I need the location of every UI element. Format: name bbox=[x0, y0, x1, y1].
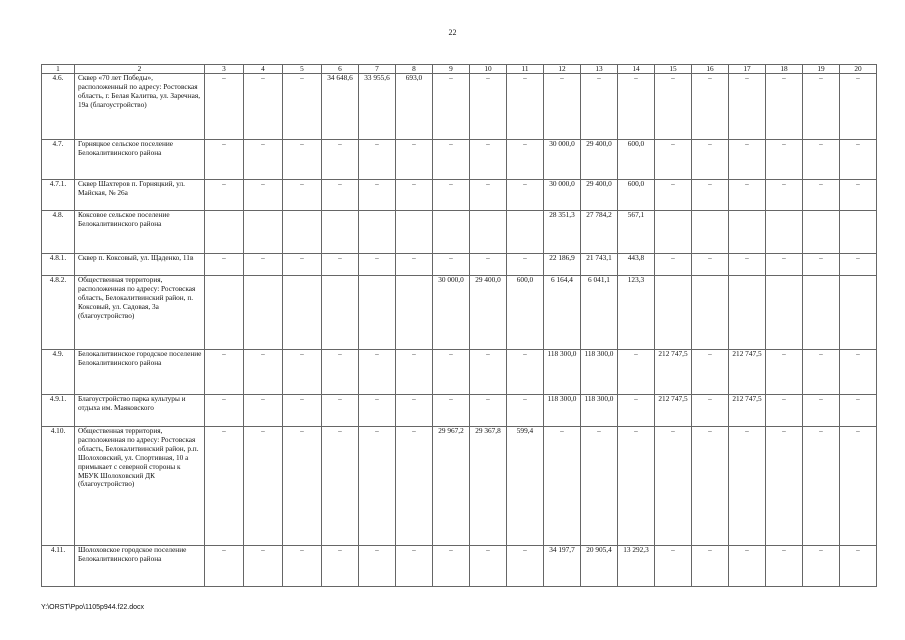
value-cell: – bbox=[803, 180, 840, 211]
value-cell: – bbox=[803, 427, 840, 546]
value-cell: 20 905,4 bbox=[581, 546, 618, 587]
column-header: 4 bbox=[244, 65, 283, 74]
value-cell: – bbox=[433, 395, 470, 427]
value-cell: – bbox=[244, 350, 283, 395]
value-cell bbox=[322, 211, 359, 254]
value-cell: 600,0 bbox=[618, 180, 655, 211]
value-cell bbox=[766, 276, 803, 350]
value-cell: 693,0 bbox=[396, 74, 433, 140]
value-cell: – bbox=[470, 254, 507, 276]
value-cell bbox=[205, 211, 244, 254]
value-cell: 27 784,2 bbox=[581, 211, 618, 254]
value-cell: 30 000,0 bbox=[544, 140, 581, 180]
column-header: 10 bbox=[470, 65, 507, 74]
value-cell: – bbox=[283, 395, 322, 427]
value-cell: – bbox=[205, 546, 244, 587]
row-number-cell: 4.8. bbox=[42, 211, 75, 254]
value-cell: – bbox=[729, 140, 766, 180]
value-cell: – bbox=[803, 546, 840, 587]
file-path-footer: Y:\ORST\Ppo\1105p944.f22.docx bbox=[41, 604, 144, 611]
value-cell: – bbox=[359, 254, 396, 276]
value-cell: – bbox=[283, 546, 322, 587]
table-row bbox=[42, 427, 877, 546]
value-cell: – bbox=[244, 546, 283, 587]
value-cell: – bbox=[283, 350, 322, 395]
column-header: 8 bbox=[396, 65, 433, 74]
value-cell: – bbox=[470, 546, 507, 587]
value-cell: – bbox=[322, 140, 359, 180]
value-cell: 30 000,0 bbox=[544, 180, 581, 211]
value-cell: – bbox=[655, 546, 692, 587]
value-cell: – bbox=[359, 350, 396, 395]
value-cell: – bbox=[470, 180, 507, 211]
value-cell: – bbox=[692, 395, 729, 427]
value-cell: – bbox=[322, 546, 359, 587]
value-cell: – bbox=[840, 254, 877, 276]
table-row bbox=[42, 180, 877, 211]
column-header: 2 bbox=[75, 65, 205, 74]
row-number-cell: 4.9.1. bbox=[42, 395, 75, 427]
value-cell: 600,0 bbox=[618, 140, 655, 180]
value-cell: – bbox=[433, 254, 470, 276]
value-cell bbox=[692, 276, 729, 350]
value-cell bbox=[655, 276, 692, 350]
value-cell: 212 747,5 bbox=[729, 350, 766, 395]
value-cell: – bbox=[729, 254, 766, 276]
value-cell bbox=[322, 276, 359, 350]
value-cell: – bbox=[322, 427, 359, 546]
value-cell: 34 197,7 bbox=[544, 546, 581, 587]
value-cell: – bbox=[803, 254, 840, 276]
value-cell: – bbox=[544, 74, 581, 140]
row-name-cell: Сквер п. Коксовый, ул. Щаденко, 11в bbox=[75, 254, 205, 276]
value-cell: 34 648,6 bbox=[322, 74, 359, 140]
value-cell: – bbox=[692, 350, 729, 395]
value-cell bbox=[283, 276, 322, 350]
column-header: 19 bbox=[803, 65, 840, 74]
value-cell: – bbox=[729, 427, 766, 546]
row-number-cell: 4.6. bbox=[42, 74, 75, 140]
value-cell: – bbox=[359, 395, 396, 427]
value-cell: – bbox=[766, 350, 803, 395]
row-number-cell: 4.10. bbox=[42, 427, 75, 546]
row-name-cell: Сквер Шахтеров п. Горняцкий, ул. Майская, № 26а bbox=[75, 180, 205, 211]
value-cell: – bbox=[322, 395, 359, 427]
value-cell: – bbox=[803, 74, 840, 140]
value-cell: – bbox=[433, 180, 470, 211]
value-cell: – bbox=[470, 140, 507, 180]
value-cell: – bbox=[205, 427, 244, 546]
value-cell: – bbox=[359, 180, 396, 211]
value-cell: – bbox=[396, 350, 433, 395]
value-cell: – bbox=[840, 350, 877, 395]
value-cell: – bbox=[433, 546, 470, 587]
value-cell: – bbox=[507, 350, 544, 395]
value-cell: 33 955,6 bbox=[359, 74, 396, 140]
row-name-cell: Общественная территория, расположенная по адресу: Ростовская область, Белокалитвинский район, п. Коксовый, ул. Садовая, 3а (благоустройство) bbox=[75, 276, 205, 350]
value-cell: – bbox=[840, 180, 877, 211]
value-cell bbox=[244, 276, 283, 350]
value-cell: – bbox=[244, 140, 283, 180]
value-cell: – bbox=[766, 140, 803, 180]
column-header: 1 bbox=[42, 65, 75, 74]
value-cell: – bbox=[766, 254, 803, 276]
table-row bbox=[42, 74, 877, 140]
column-header: 5 bbox=[283, 65, 322, 74]
value-cell: – bbox=[766, 180, 803, 211]
value-cell: – bbox=[396, 180, 433, 211]
value-cell: – bbox=[655, 140, 692, 180]
value-cell: – bbox=[433, 140, 470, 180]
value-cell: – bbox=[766, 74, 803, 140]
value-cell bbox=[433, 211, 470, 254]
table-row bbox=[42, 546, 877, 587]
row-name-cell: Общественная территория, расположенная по адресу: Ростовская область, Белокалитвинский район, р.п. Шолоховский, ул. Спортивная, 10 а примыкает с северной стороны к МБУК Шолоховский ДК (благоустройство) bbox=[75, 427, 205, 546]
value-cell: 212 747,5 bbox=[655, 395, 692, 427]
value-cell: – bbox=[322, 254, 359, 276]
value-cell: 118 300,0 bbox=[544, 350, 581, 395]
value-cell bbox=[692, 211, 729, 254]
value-cell: – bbox=[618, 395, 655, 427]
value-cell bbox=[840, 211, 877, 254]
table-row bbox=[42, 140, 877, 180]
value-cell: – bbox=[244, 74, 283, 140]
page-number: 22 bbox=[448, 28, 457, 37]
value-cell: – bbox=[840, 546, 877, 587]
value-cell: 118 300,0 bbox=[581, 350, 618, 395]
value-cell: – bbox=[470, 395, 507, 427]
value-cell bbox=[244, 211, 283, 254]
row-name-cell: Белокалитвинское городское поселение Белокалитвинского района bbox=[75, 350, 205, 395]
value-cell: – bbox=[803, 395, 840, 427]
value-cell: – bbox=[840, 427, 877, 546]
value-cell: – bbox=[803, 140, 840, 180]
value-cell: 567,1 bbox=[618, 211, 655, 254]
value-cell bbox=[507, 211, 544, 254]
value-cell: 29 367,8 bbox=[470, 427, 507, 546]
value-cell bbox=[803, 276, 840, 350]
value-cell: 118 300,0 bbox=[581, 395, 618, 427]
row-number-cell: 4.8.2. bbox=[42, 276, 75, 350]
value-cell: 599,4 bbox=[507, 427, 544, 546]
column-header: 9 bbox=[433, 65, 470, 74]
value-cell: – bbox=[840, 140, 877, 180]
value-cell: – bbox=[433, 350, 470, 395]
column-header: 12 bbox=[544, 65, 581, 74]
value-cell: – bbox=[507, 140, 544, 180]
value-cell: – bbox=[729, 180, 766, 211]
value-cell bbox=[840, 276, 877, 350]
budget-table bbox=[41, 64, 877, 587]
value-cell: – bbox=[244, 395, 283, 427]
value-cell bbox=[729, 211, 766, 254]
value-cell bbox=[283, 211, 322, 254]
value-cell bbox=[803, 211, 840, 254]
value-cell: – bbox=[507, 180, 544, 211]
value-cell: – bbox=[655, 254, 692, 276]
value-cell: 212 747,5 bbox=[729, 395, 766, 427]
value-cell: – bbox=[655, 427, 692, 546]
value-cell: – bbox=[283, 180, 322, 211]
value-cell: – bbox=[544, 427, 581, 546]
value-cell: 22 186,9 bbox=[544, 254, 581, 276]
column-header: 20 bbox=[840, 65, 877, 74]
value-cell: – bbox=[692, 74, 729, 140]
value-cell: – bbox=[396, 254, 433, 276]
value-cell: – bbox=[766, 395, 803, 427]
value-cell: – bbox=[766, 427, 803, 546]
value-cell: – bbox=[618, 427, 655, 546]
value-cell: – bbox=[692, 254, 729, 276]
value-cell: – bbox=[205, 254, 244, 276]
table-row bbox=[42, 395, 877, 427]
column-header: 6 bbox=[322, 65, 359, 74]
table-row bbox=[42, 254, 877, 276]
column-header: 14 bbox=[618, 65, 655, 74]
value-cell: 212 747,5 bbox=[655, 350, 692, 395]
table-row bbox=[42, 350, 877, 395]
value-cell: 600,0 bbox=[507, 276, 544, 350]
value-cell: – bbox=[283, 140, 322, 180]
row-number-cell: 4.7. bbox=[42, 140, 75, 180]
row-name-cell: Шолоховское городское поселение Белокалитвинского района bbox=[75, 546, 205, 587]
value-cell: – bbox=[581, 74, 618, 140]
value-cell: – bbox=[322, 350, 359, 395]
value-cell: – bbox=[692, 427, 729, 546]
value-cell: 29 400,0 bbox=[581, 180, 618, 211]
value-cell: – bbox=[692, 140, 729, 180]
row-number-cell: 4.7.1. bbox=[42, 180, 75, 211]
value-cell: – bbox=[766, 546, 803, 587]
table-header-row bbox=[42, 65, 877, 74]
value-cell: – bbox=[470, 74, 507, 140]
value-cell: – bbox=[507, 395, 544, 427]
value-cell: – bbox=[840, 395, 877, 427]
value-cell: 29 967,2 bbox=[433, 427, 470, 546]
table-row bbox=[42, 276, 877, 350]
value-cell: – bbox=[359, 546, 396, 587]
value-cell: – bbox=[618, 74, 655, 140]
value-cell: 21 743,1 bbox=[581, 254, 618, 276]
value-cell: – bbox=[655, 74, 692, 140]
value-cell: – bbox=[433, 74, 470, 140]
value-cell: 30 000,0 bbox=[433, 276, 470, 350]
value-cell: 443,8 bbox=[618, 254, 655, 276]
value-cell: 6 041,1 bbox=[581, 276, 618, 350]
value-cell: – bbox=[470, 350, 507, 395]
column-header: 15 bbox=[655, 65, 692, 74]
value-cell bbox=[470, 211, 507, 254]
value-cell: – bbox=[244, 254, 283, 276]
value-cell: – bbox=[283, 254, 322, 276]
value-cell: – bbox=[655, 180, 692, 211]
value-cell: 29 400,0 bbox=[581, 140, 618, 180]
value-cell: – bbox=[359, 140, 396, 180]
value-cell bbox=[655, 211, 692, 254]
value-cell: 118 300,0 bbox=[544, 395, 581, 427]
column-header: 3 bbox=[205, 65, 244, 74]
value-cell: – bbox=[205, 350, 244, 395]
row-name-cell: Благоустройство парка культуры и отдыха им. Маяковского bbox=[75, 395, 205, 427]
value-cell: 28 351,3 bbox=[544, 211, 581, 254]
value-cell: – bbox=[729, 546, 766, 587]
column-header: 18 bbox=[766, 65, 803, 74]
value-cell: – bbox=[692, 180, 729, 211]
value-cell: 29 400,0 bbox=[470, 276, 507, 350]
value-cell: – bbox=[322, 180, 359, 211]
column-header: 13 bbox=[581, 65, 618, 74]
column-header: 11 bbox=[507, 65, 544, 74]
value-cell: 123,3 bbox=[618, 276, 655, 350]
row-number-cell: 4.8.1. bbox=[42, 254, 75, 276]
column-header: 7 bbox=[359, 65, 396, 74]
row-name-cell: Сквер «70 лет Победы», расположенный по адресу: Ростовская область, г. Белая Калитва, ул. Заречная, 19а (благоустройство) bbox=[75, 74, 205, 140]
value-cell bbox=[359, 276, 396, 350]
value-cell: – bbox=[205, 74, 244, 140]
value-cell: – bbox=[581, 427, 618, 546]
value-cell: – bbox=[205, 180, 244, 211]
value-cell: – bbox=[507, 74, 544, 140]
value-cell: – bbox=[729, 74, 766, 140]
value-cell bbox=[205, 276, 244, 350]
value-cell: – bbox=[283, 74, 322, 140]
table-row bbox=[42, 211, 877, 254]
value-cell: 6 164,4 bbox=[544, 276, 581, 350]
value-cell: – bbox=[283, 427, 322, 546]
row-number-cell: 4.9. bbox=[42, 350, 75, 395]
row-name-cell: Горняцкое сельское поселение Белокалитвинского района bbox=[75, 140, 205, 180]
value-cell: – bbox=[507, 546, 544, 587]
value-cell: – bbox=[618, 350, 655, 395]
value-cell: – bbox=[396, 140, 433, 180]
value-cell: – bbox=[840, 74, 877, 140]
value-cell: 13 292,3 bbox=[618, 546, 655, 587]
column-header: 17 bbox=[729, 65, 766, 74]
value-cell bbox=[396, 276, 433, 350]
value-cell: – bbox=[803, 350, 840, 395]
value-cell: – bbox=[205, 140, 244, 180]
value-cell bbox=[729, 276, 766, 350]
value-cell bbox=[359, 211, 396, 254]
value-cell bbox=[766, 211, 803, 254]
value-cell: – bbox=[244, 427, 283, 546]
value-cell: – bbox=[396, 546, 433, 587]
value-cell: – bbox=[359, 427, 396, 546]
value-cell: – bbox=[205, 395, 244, 427]
value-cell: – bbox=[396, 427, 433, 546]
value-cell bbox=[396, 211, 433, 254]
value-cell: – bbox=[244, 180, 283, 211]
value-cell: – bbox=[507, 254, 544, 276]
value-cell: – bbox=[396, 395, 433, 427]
row-number-cell: 4.11. bbox=[42, 546, 75, 587]
row-name-cell: Коксовое сельское поселение Белокалитвинского района bbox=[75, 211, 205, 254]
value-cell: – bbox=[692, 546, 729, 587]
column-header: 16 bbox=[692, 65, 729, 74]
